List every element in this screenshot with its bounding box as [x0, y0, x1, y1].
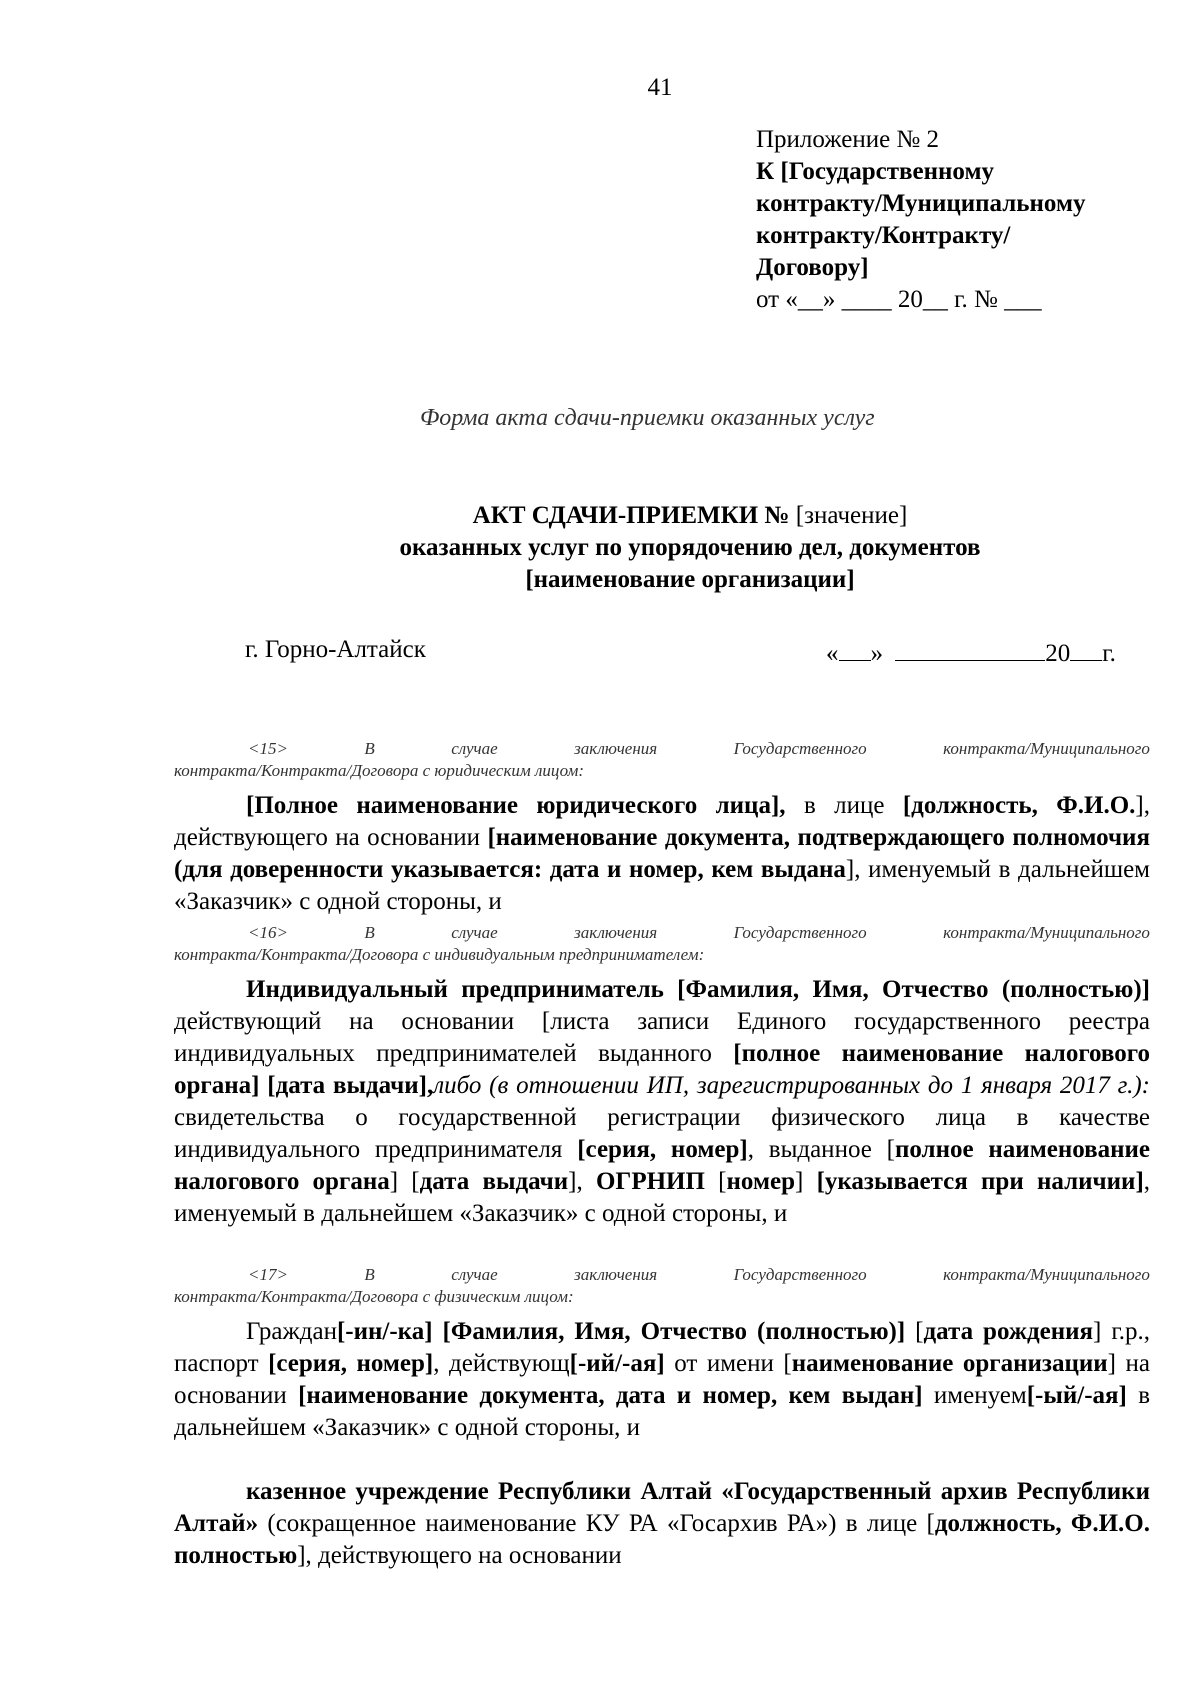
- text-fragment: действующий на основании [листа записи Единого государственного реестра индивидуальных предпринимателей выданного: [174, 1008, 1150, 1067]
- text-fragment: наименование организации: [791, 1350, 1108, 1377]
- paragraph-archive: [174, 1476, 1150, 1572]
- note-word: Государственного: [733, 1265, 867, 1284]
- month-blank: [895, 636, 1045, 661]
- act-title-line1: [340, 500, 1040, 532]
- date-suffix: г.: [1102, 640, 1116, 667]
- appendix-contract-line: контракту/Муниципальному: [756, 190, 1086, 217]
- text-fragment: (сокращенное наименование КУ РА «Госархив РА») в лице [: [258, 1510, 935, 1537]
- form-title: Форма акта сдачи-приемки оказанных услуг: [420, 405, 875, 431]
- note-word: Государственного: [733, 739, 867, 758]
- note-15-tail: контракта/Контракта/Договора с юридическим лицом:: [174, 761, 584, 780]
- text-fragment: дата рождения: [923, 1318, 1094, 1345]
- note-16-first-line: [174, 922, 1150, 944]
- appendix-number: Приложение № 2: [756, 126, 940, 153]
- text-fragment: [: [704, 1168, 727, 1195]
- note-word: случае: [451, 739, 498, 758]
- paragraph-individual-entrepreneur: [174, 974, 1150, 1230]
- paragraph-legal-entity: [174, 790, 1150, 918]
- year-blank: [1070, 636, 1102, 661]
- text-fragment: ], действующего на основании: [174, 792, 1150, 851]
- text-fragment: [серия, номер]: [268, 1350, 434, 1377]
- note-word: В: [364, 1265, 375, 1284]
- text-fragment: ], действующего на основании: [297, 1542, 622, 1569]
- paragraph-individual: [174, 1316, 1150, 1444]
- date-year: 20: [1045, 640, 1071, 667]
- text-fragment: [серия, номер]: [577, 1136, 748, 1163]
- text-fragment: Граждан: [246, 1318, 337, 1345]
- note-word: В: [364, 923, 375, 942]
- note-word: контракта/Муниципального: [943, 739, 1150, 758]
- text-fragment: [-ий/-ая]: [569, 1350, 665, 1377]
- text-fragment: в лице: [785, 792, 903, 819]
- text-fragment: номер: [726, 1168, 795, 1195]
- date-close-quote: »: [870, 640, 883, 667]
- text-fragment: ],: [568, 1168, 596, 1195]
- note-word: <17>: [248, 1265, 288, 1284]
- appendix-header: [756, 124, 1176, 316]
- act-title-number: [значение]: [795, 502, 908, 529]
- date-open-quote: «: [826, 640, 839, 667]
- text-fragment: именуем: [922, 1382, 1027, 1409]
- text-fragment: от имени [: [664, 1350, 792, 1377]
- note-word: случае: [451, 923, 498, 942]
- text-fragment: [-ый/-ая]: [1026, 1382, 1127, 1409]
- text-fragment: [указывается при наличии]: [816, 1168, 1144, 1195]
- note-word: заключения: [574, 923, 658, 942]
- day-blank: [839, 636, 871, 661]
- text-fragment: [: [905, 1318, 924, 1345]
- act-title: [340, 500, 1040, 596]
- text-fragment: [должность, Ф.И.О.: [902, 792, 1136, 819]
- note-17-first-line: [174, 1264, 1150, 1286]
- act-title-heading: АКТ СДАЧИ-ПРИЕМКИ №: [472, 502, 790, 529]
- note-17: [174, 1264, 1150, 1308]
- text-fragment: ], именуемый в дальнейшем «Заказчик» с одной стороны, и: [174, 856, 1150, 915]
- note-15: [174, 738, 1150, 782]
- note-word: заключения: [574, 1265, 658, 1284]
- text-fragment: ] на основании: [174, 1350, 1150, 1409]
- appendix-contract-line: контракту/Контракту/: [756, 222, 1011, 249]
- text-fragment: [Полное наименование юридического лица],: [246, 792, 786, 819]
- text-fragment: в дальнейшем «Заказчик» с одной стороны, и: [174, 1382, 1150, 1441]
- note-word: Государственного: [733, 923, 867, 942]
- text-fragment: полное наименование налогового органа: [174, 1136, 1151, 1195]
- text-fragment: [наименование документа, дата и номер, кем выдан]: [298, 1382, 923, 1409]
- place: г. Горно-Алтайск: [245, 636, 426, 663]
- appendix-date-number: от «__» ____ 20__ г. № ___: [756, 286, 1042, 313]
- appendix-contract-line: К [Государственному: [756, 158, 994, 185]
- note-17-tail: контракта/Контракта/Договора с физическим лицом:: [174, 1287, 574, 1306]
- text-fragment: свидетельства о государственной регистрации физического лица в качестве индивидуального предпринимателя: [174, 1104, 1150, 1163]
- act-title-line2: оказанных услуг по упорядочению дел, документов: [399, 534, 981, 561]
- act-title-line3: [наименование организации]: [525, 566, 855, 593]
- appendix-contract-line: Договору]: [756, 254, 869, 281]
- note-word: случае: [451, 1265, 498, 1284]
- note-word: заключения: [574, 739, 658, 758]
- text-fragment: дата выдачи: [419, 1168, 569, 1195]
- text-fragment: [433, 1318, 443, 1345]
- text-fragment: [-ин/-ка]: [336, 1318, 433, 1345]
- text-fragment: либо (в отношении ИП, зарегистрированных до 1 января 2017 г.):: [433, 1072, 1151, 1099]
- text-fragment: казенное учреждение Республики Алтай «Государственный архив Республики Алтай»: [174, 1478, 1150, 1537]
- text-fragment: ОГРНИП: [595, 1168, 705, 1195]
- note-word: <16>: [248, 923, 288, 942]
- text-fragment: [Фамилия, Имя, Отчество (полностью)]: [442, 1318, 906, 1345]
- text-fragment: [наименование документа, подтверждающего полномочия (для доверенности указывается: дата и номер, кем выдана: [174, 824, 1150, 883]
- note-word: <15>: [248, 739, 288, 758]
- text-fragment: , действующ: [433, 1350, 570, 1377]
- page-number: 41: [647, 74, 673, 101]
- text-fragment: ]: [794, 1168, 817, 1195]
- note-word: контракта/Муниципального: [943, 923, 1150, 942]
- note-15-first-line: [174, 738, 1150, 760]
- text-fragment: , выданное [: [747, 1136, 895, 1163]
- note-16-tail: контракта/Контракта/Договора с индивидуальным предпринимателем:: [174, 945, 705, 964]
- text-fragment: должность, Ф.И.О. полностью: [174, 1510, 1150, 1569]
- note-word: контракта/Муниципального: [943, 1265, 1150, 1284]
- text-fragment: [полное наименование налогового органа] [дата выдачи],: [174, 1040, 1150, 1099]
- text-fragment: ] [: [389, 1168, 420, 1195]
- text-fragment: Индивидуальный предприниматель [Фамилия, Имя, Отчество (полностью)]: [246, 976, 1150, 1003]
- text-fragment: ] г.р., паспорт: [174, 1318, 1151, 1377]
- note-16: [174, 922, 1150, 966]
- note-word: В: [364, 739, 375, 758]
- text-fragment: , именуемый в дальнейшем «Заказчик» с одной стороны, и: [174, 1168, 1151, 1227]
- date-line: [826, 636, 1116, 668]
